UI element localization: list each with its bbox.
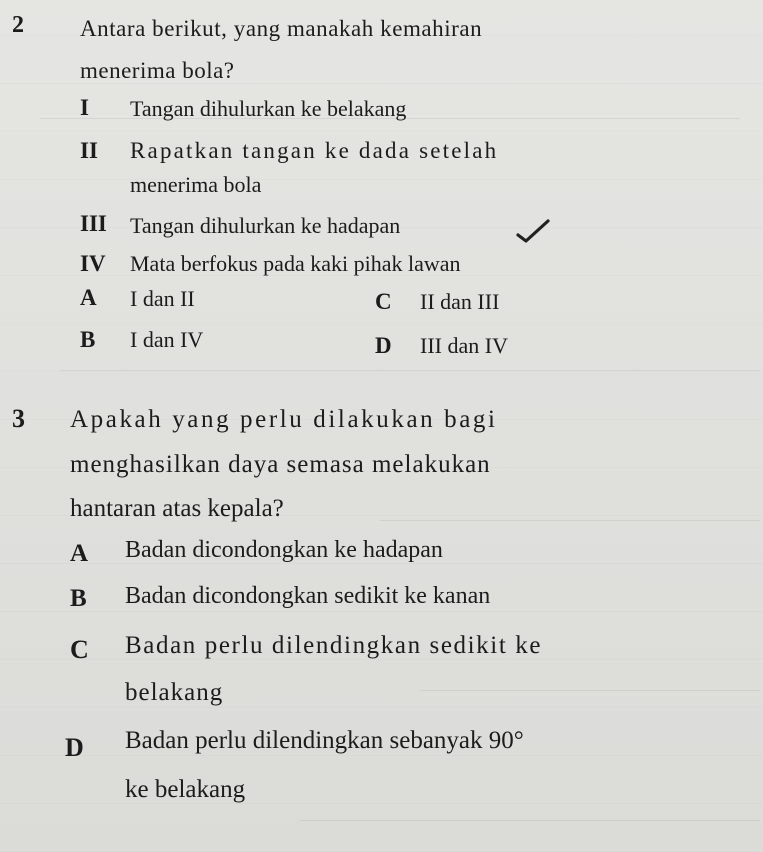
statement-text: Rapatkan tangan ke dada setelah	[130, 138, 499, 163]
option-label: A	[80, 285, 97, 310]
faint-rule	[60, 370, 760, 371]
option-text: Badan dicondongkan ke hadapan	[125, 537, 443, 563]
statement-text: Mata berfokus pada kaki pihak lawan	[130, 251, 461, 276]
statement-label: IV	[80, 251, 106, 276]
option-label: D	[65, 733, 84, 762]
question-number: 2	[12, 12, 24, 38]
statement-label: III	[80, 211, 107, 236]
question-stem-line: menerima bola?	[80, 58, 235, 83]
check-mark-icon	[515, 218, 551, 244]
option-text: I dan II	[130, 286, 195, 311]
question-stem-line: menghasilkan daya semasa melakukan	[70, 451, 491, 478]
option-text: Badan perlu dilendingkan sedikit ke	[125, 632, 543, 659]
option-text: belakang	[125, 679, 224, 706]
statement-text: Tangan dihulurkan ke belakang	[130, 96, 407, 121]
question-stem-line: Apakah yang perlu dilakukan bagi	[70, 406, 498, 433]
option-label: A	[70, 540, 89, 567]
option-text: Badan dicondongkan sedikit ke kanan	[125, 583, 491, 609]
statement-text: Tangan dihulurkan ke hadapan	[130, 213, 401, 238]
option-text: II dan III	[420, 289, 500, 314]
faint-rule	[380, 520, 760, 521]
statement-label: II	[80, 138, 98, 163]
option-label: C	[70, 635, 89, 664]
option-label: B	[70, 585, 87, 612]
statement-text: menerima bola	[130, 172, 262, 197]
option-text: III dan IV	[420, 333, 508, 358]
faint-rule	[300, 820, 760, 821]
question-stem-line: hantaran atas kepala?	[70, 495, 284, 522]
statement-label: I	[80, 95, 89, 120]
option-label: C	[375, 289, 392, 314]
faint-rule	[420, 690, 760, 691]
question-stem-line: Antara berikut, yang manakah kemahiran	[80, 16, 483, 41]
option-text: Badan perlu dilendingkan sebanyak 90°	[125, 727, 524, 754]
option-label: B	[80, 327, 96, 352]
question-number: 3	[12, 404, 25, 433]
option-text: ke belakang	[125, 776, 246, 803]
option-label: D	[375, 333, 392, 358]
option-text: I dan IV	[130, 327, 204, 352]
